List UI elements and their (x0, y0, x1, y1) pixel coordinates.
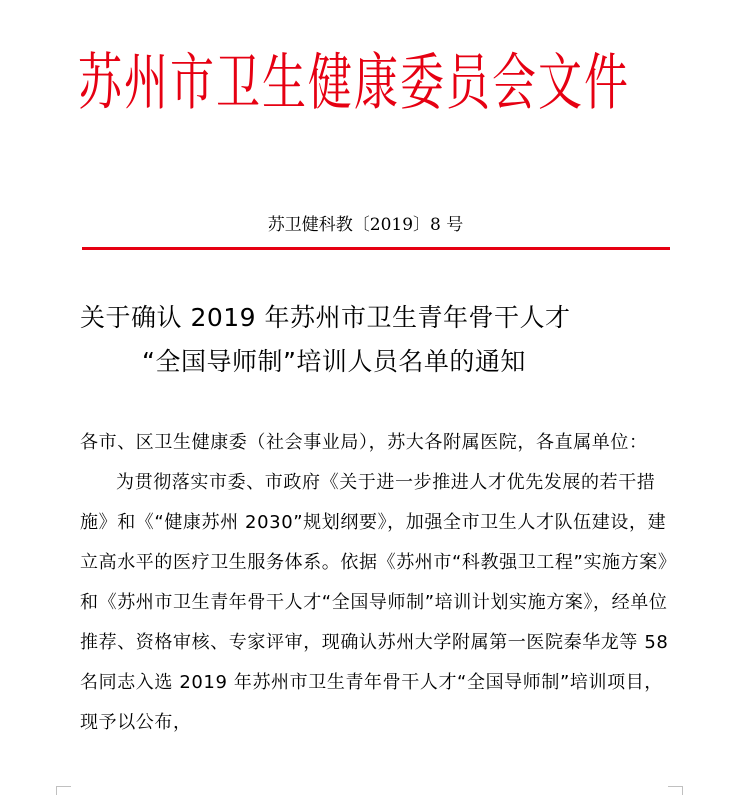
salutation: 各市、区卫生健康委（社会事业局），苏大各附属医院，各直属单位： (80, 432, 648, 453)
page-corner-mark-right (668, 786, 683, 795)
notice-title-line2: “全国导师制”培训人员名单的通知 (142, 347, 526, 376)
notice-body (80, 423, 672, 743)
header-divider (82, 247, 670, 250)
notice-title (80, 296, 680, 384)
body-paragraph: 为贯彻落实市委、市政府《关于进一步推进人才优先发展的若干措施》和《“健康苏州 2030”规划纲要》，加强全市卫生人才队伍建设，建立高水平的医疗卫生服务体系。依据《苏州市“科教强卫工程”实施方案》和《苏州市卫生青年骨干人才“全国导师制”培训计划实施方案》，经单位推荐、资格审核、专家评审，现确认苏州大学附属第一医院秦华龙等 58 名同志入选 2019 年苏州市卫生青年骨干人才“全国导师制”培训项目，现予以公布， (80, 472, 669, 733)
document-number: 苏卫健科教〔2019〕8 号 (267, 215, 464, 235)
page-corner-mark-left (56, 786, 71, 795)
notice-title-line1: 关于确认 2019 年苏州市卫生青年骨干人才 (80, 303, 571, 332)
document-header-title: 苏州市卫生健康委员会文件 (78, 47, 630, 119)
